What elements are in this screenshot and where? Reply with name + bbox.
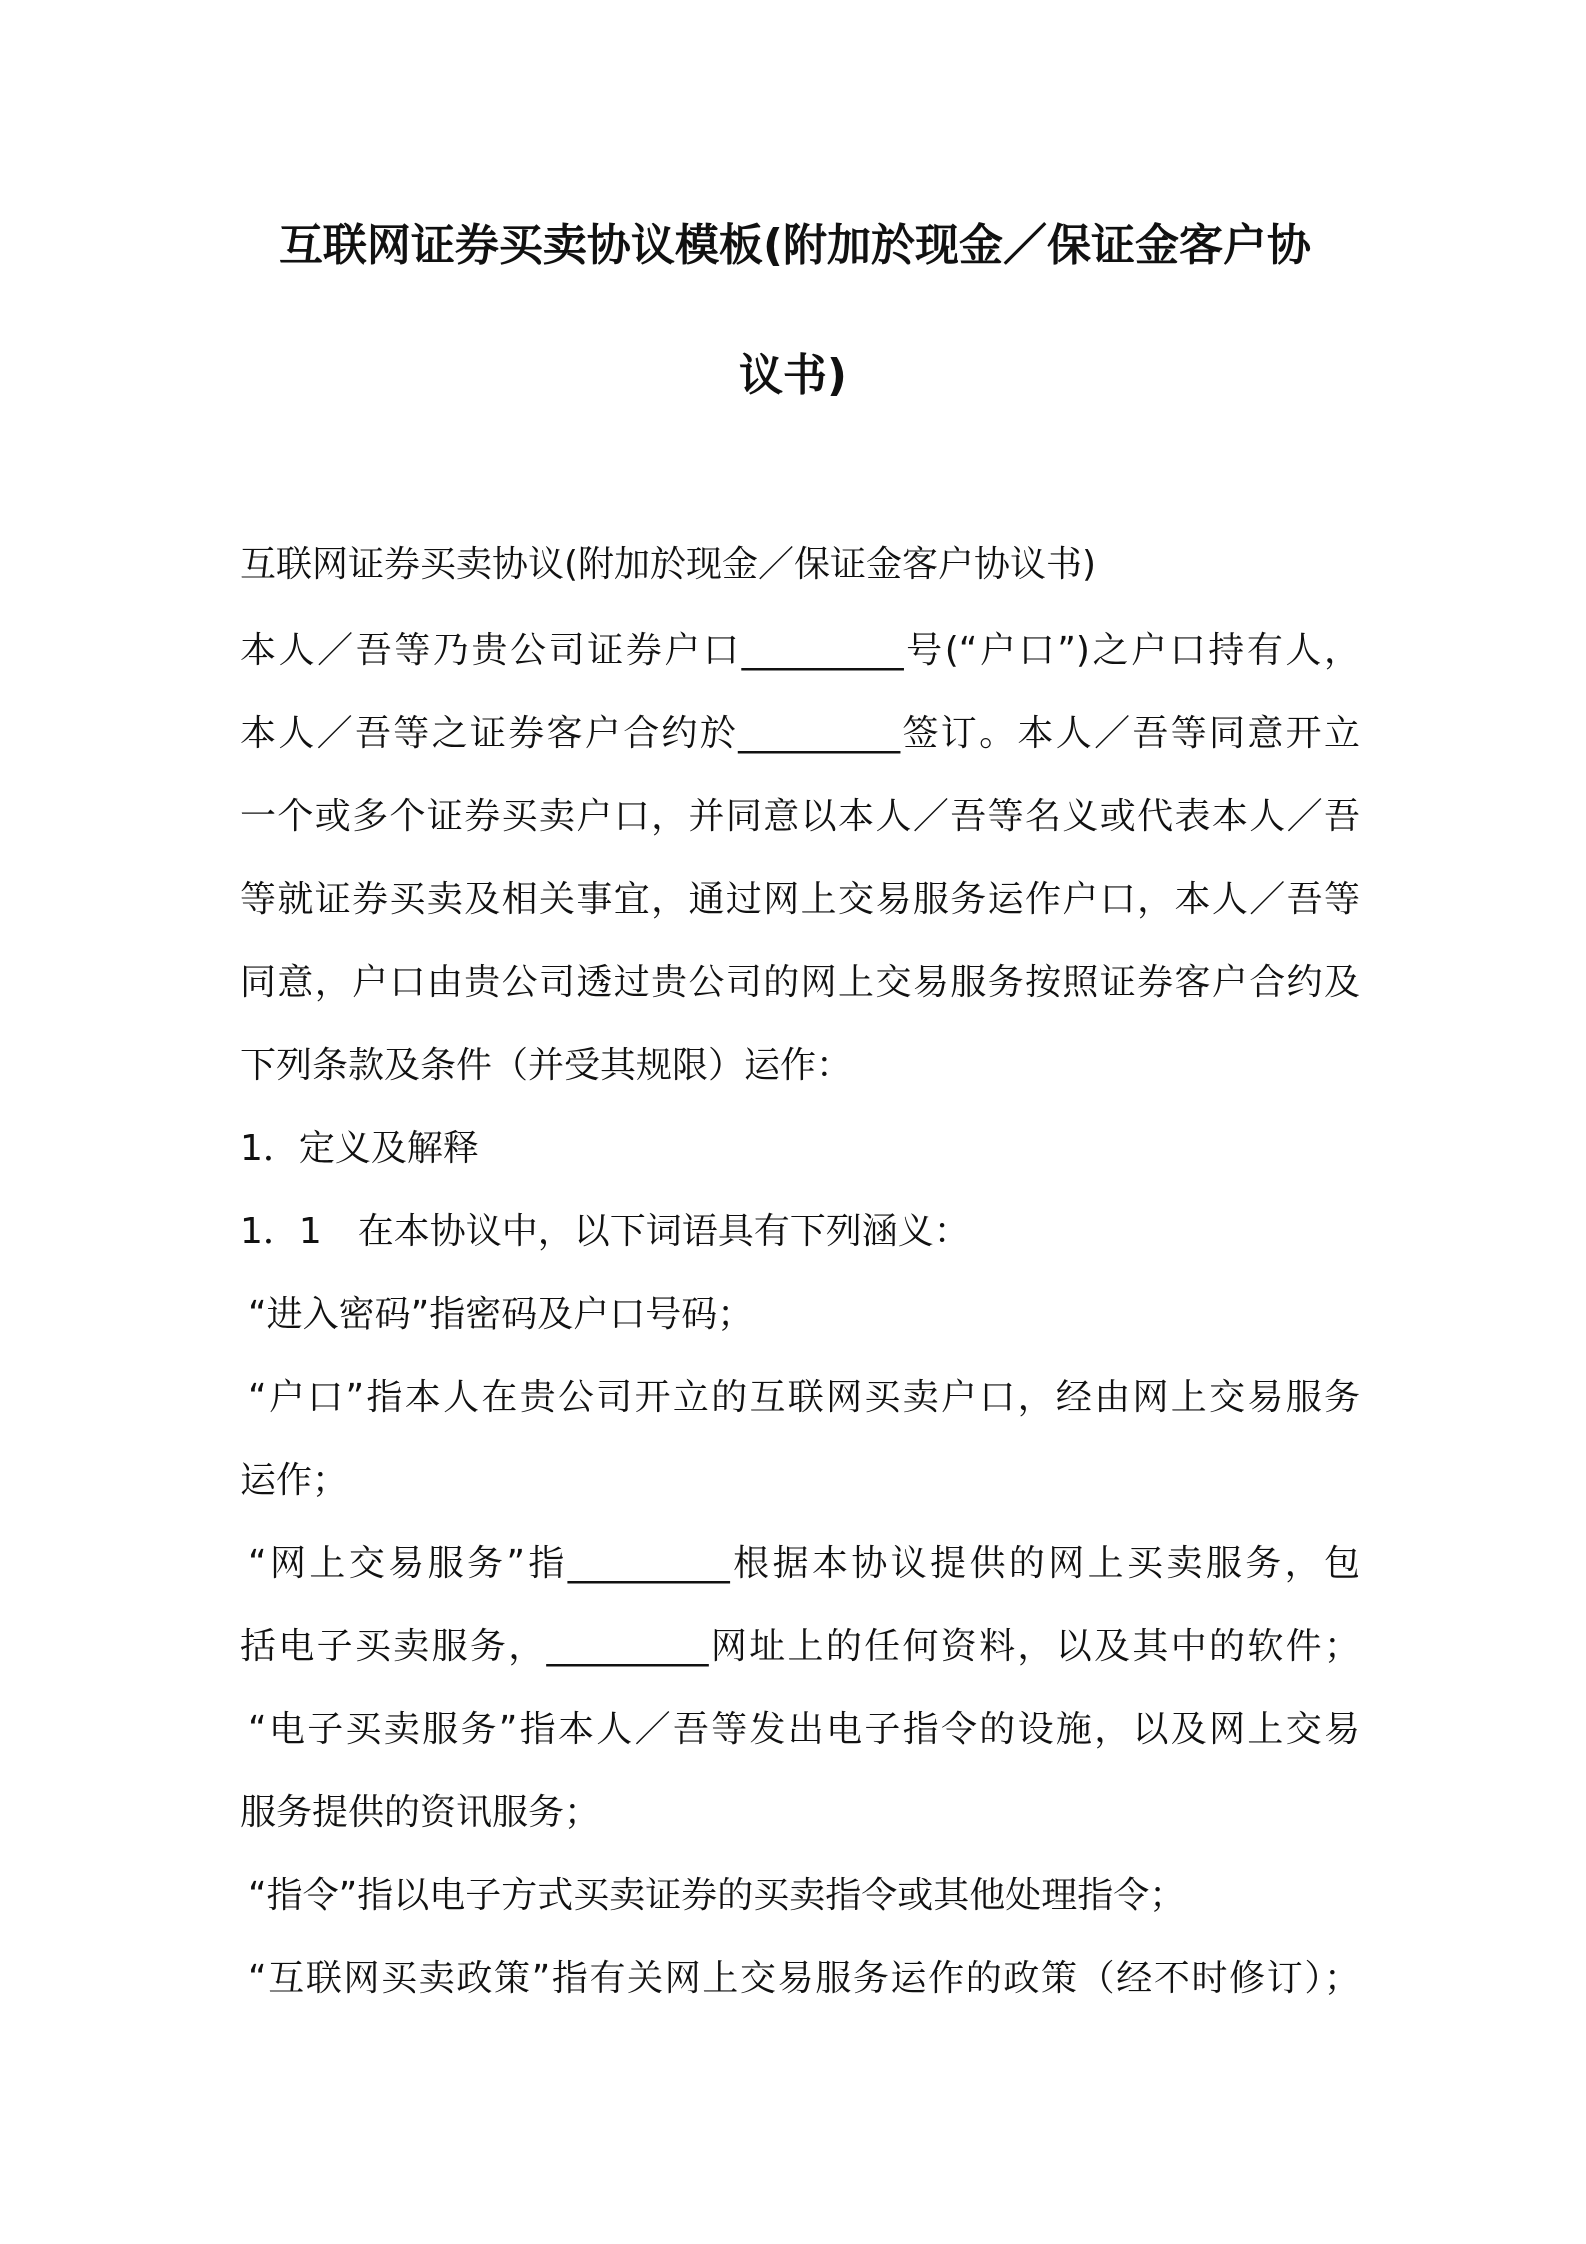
body-line-1: 互联网证券买卖协议(附加於现金／保证金客户协议书) bbox=[240, 544, 1097, 585]
document-title-line-1: 互联网证券买卖协议模板(附加於现金／保证金客户协 bbox=[278, 220, 1312, 271]
definition-online-service-line-2: 括电子买卖服务，_________网址上的任何资料，以及其中的软件； bbox=[240, 1626, 1360, 1667]
section-heading-1: 1．定义及解释 bbox=[240, 1128, 479, 1169]
body-line-3: 本人／吾等之证券客户合约於_________签订。本人／吾等同意开立 bbox=[240, 713, 1360, 754]
definition-e-trading-line-2: 服务提供的资讯服务； bbox=[240, 1792, 601, 1833]
clause-1-1: 1．1 在本协议中，以下词语具有下列涵义： bbox=[240, 1211, 970, 1252]
definition-online-service-line-1: “网上交易服务”指_________根据本协议提供的网上买卖服务，包 bbox=[248, 1543, 1360, 1584]
document-title-line-2: 议书) bbox=[738, 350, 848, 401]
body-line-4: 一个或多个证券买卖户口，并同意以本人／吾等名义或代表本人／吾 bbox=[240, 796, 1360, 837]
definition-access-code: “进入密码”指密码及户口号码； bbox=[248, 1294, 754, 1335]
definition-internet-trading-policy: “互联网买卖政策”指有关网上交易服务运作的政策（经不时修订）； bbox=[248, 1958, 1360, 1999]
definition-instruction: “指令”指以电子方式买卖证券的买卖指令或其他处理指令； bbox=[248, 1875, 1186, 1916]
body-line-2: 本人／吾等乃贵公司证券户口_________号(“户口”)之户口持有人， bbox=[240, 630, 1360, 671]
body-line-7: 下列条款及条件（并受其规限）运作： bbox=[240, 1045, 853, 1086]
body-line-5: 等就证券买卖及相关事宜，通过网上交易服务运作户口，本人／吾等 bbox=[240, 879, 1360, 920]
definition-e-trading-line-1: “电子买卖服务”指本人／吾等发出电子指令的设施，以及网上交易 bbox=[248, 1709, 1360, 1750]
definition-account-line-2: 运作； bbox=[240, 1460, 349, 1501]
definition-account-line-1: “户口”指本人在贵公司开立的互联网买卖户口，经由网上交易服务 bbox=[248, 1377, 1360, 1418]
body-line-6: 同意，户口由贵公司透过贵公司的网上交易服务按照证券客户合约及 bbox=[240, 962, 1360, 1003]
